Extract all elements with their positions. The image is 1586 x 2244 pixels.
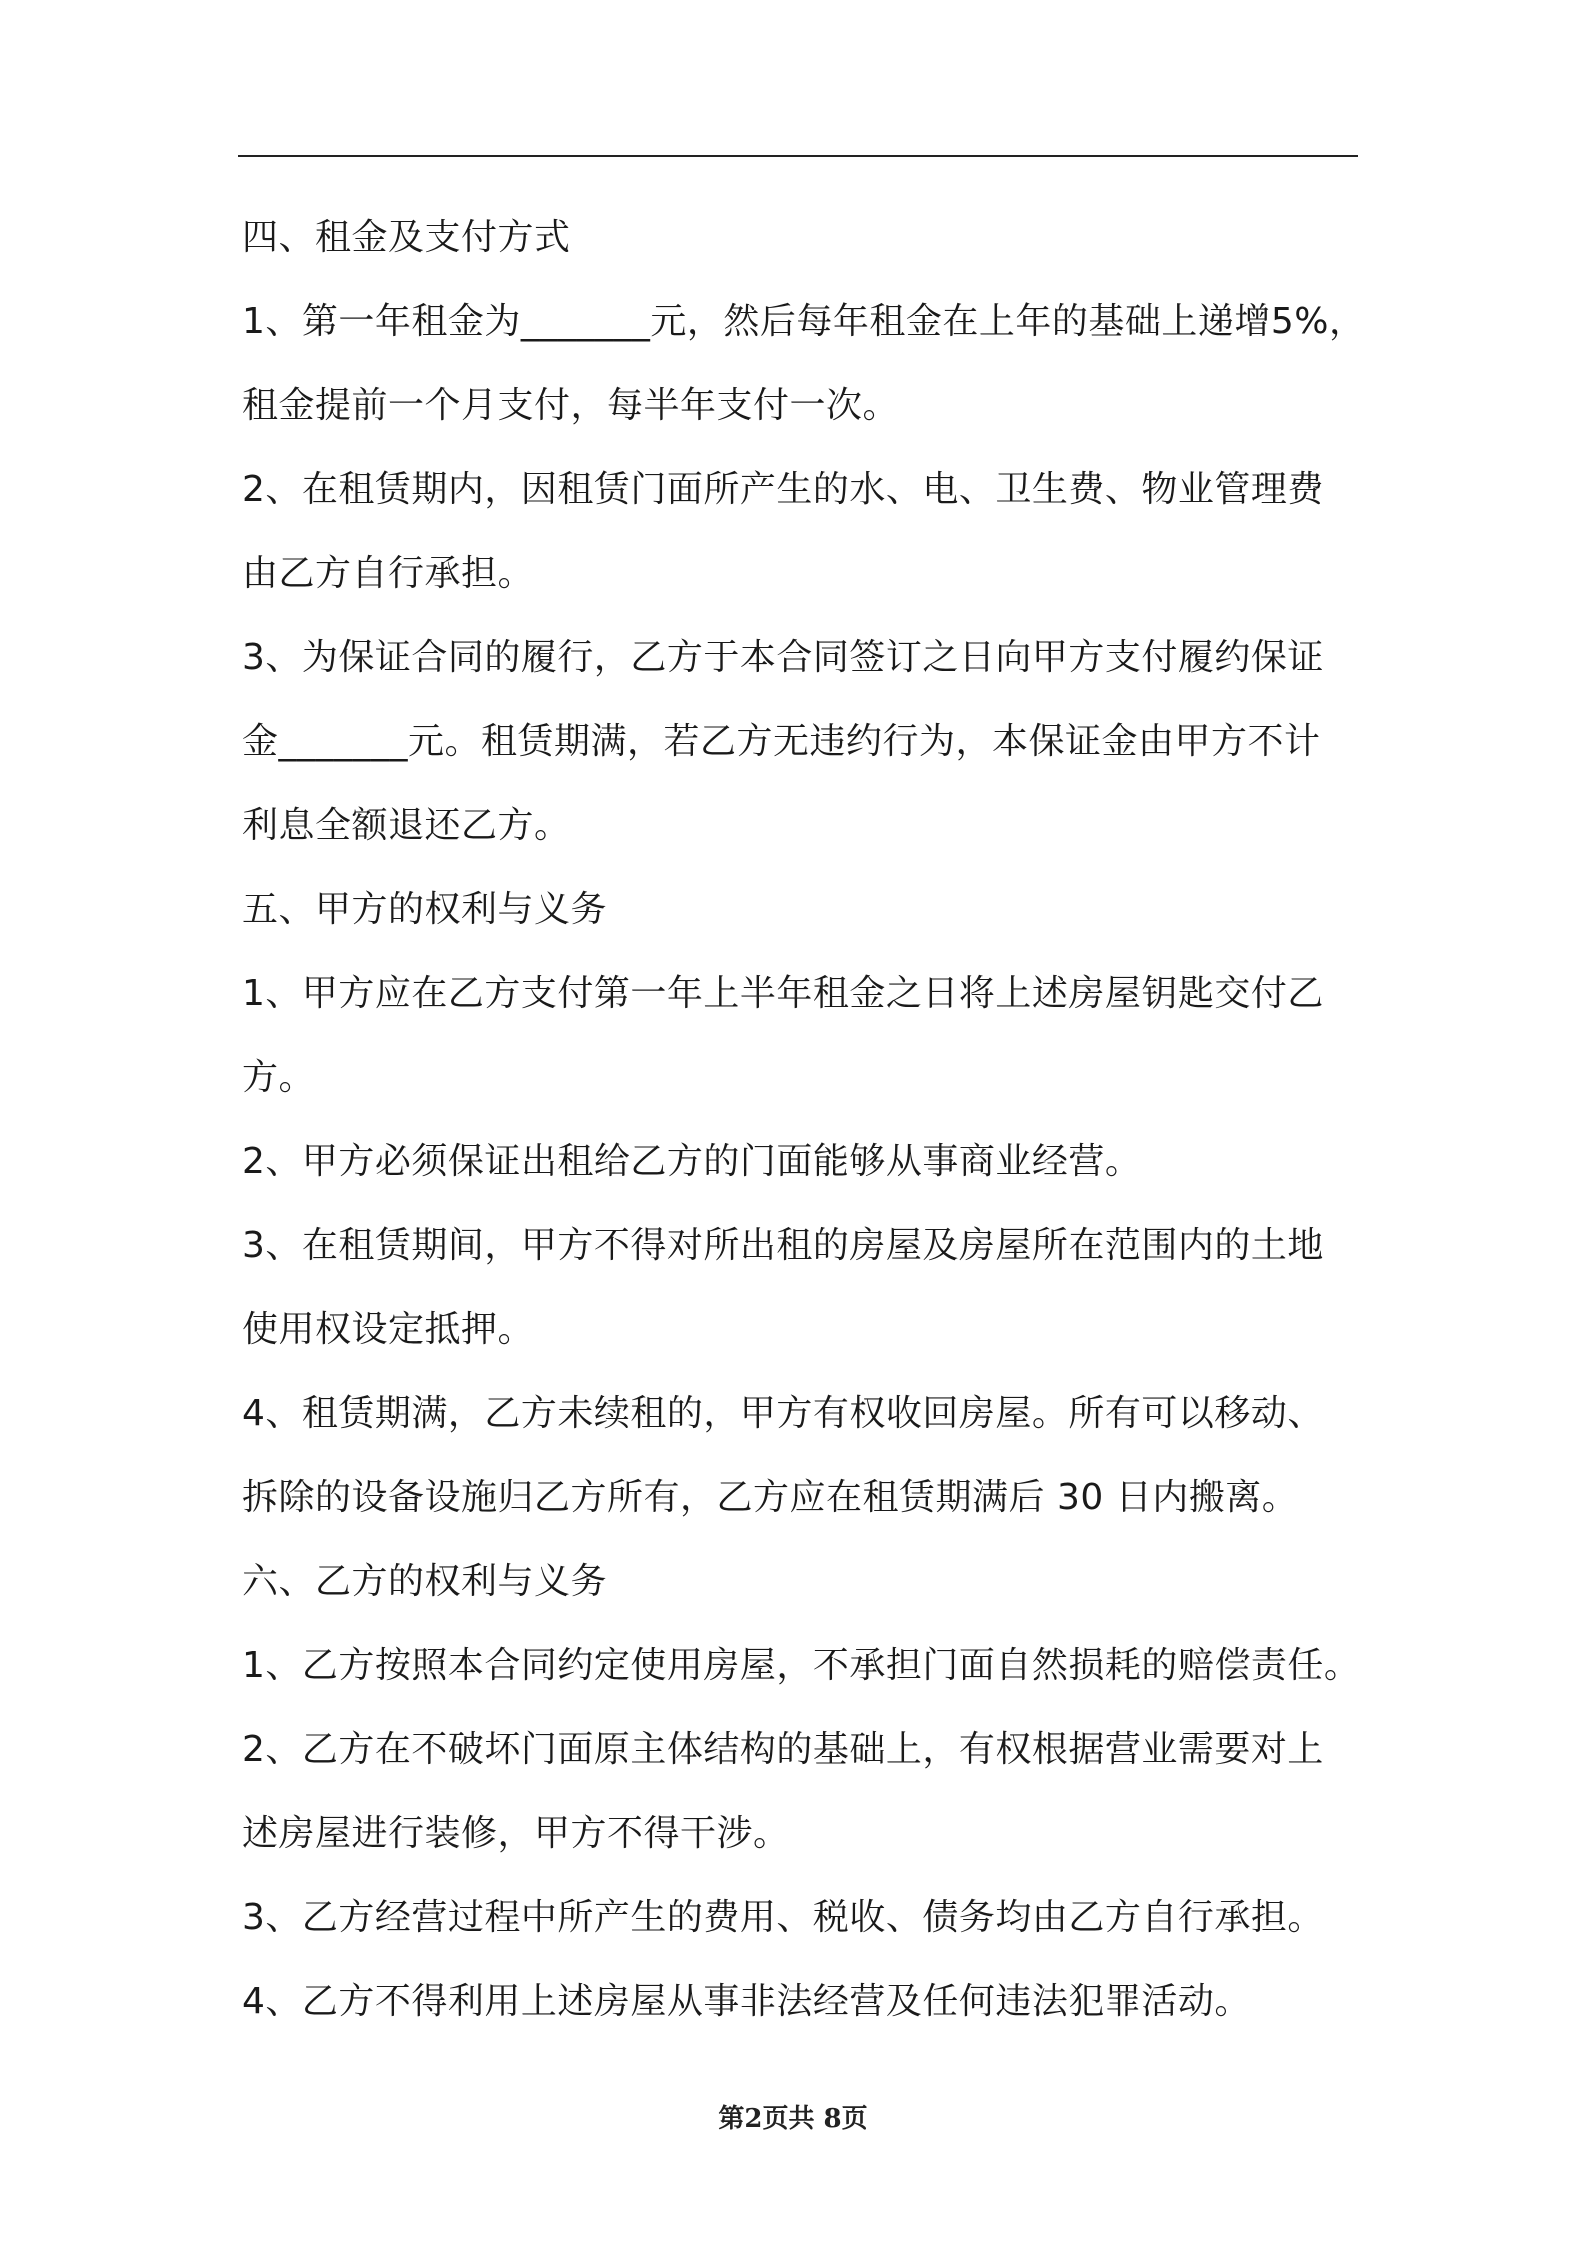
section-heading-rent-payment: 四、租金及支付方式 bbox=[242, 217, 571, 258]
paragraph-line: 3、乙方经营过程中所产生的费用、税收、债务均由乙方自行承担。 bbox=[242, 1897, 1324, 1938]
paragraph-line: 方。 bbox=[242, 1057, 316, 1098]
paragraph-line: 2、甲方必须保证出租给乙方的门面能够从事商业经营。 bbox=[242, 1141, 1142, 1182]
paragraph-line: 由乙方自行承担。 bbox=[242, 553, 535, 594]
section-heading-party-a: 五、甲方的权利与义务 bbox=[242, 889, 608, 930]
paragraph-line: 2、乙方在不破坏门面原主体结构的基础上，有权根据营业需要对上 bbox=[242, 1729, 1324, 1770]
paragraph-line: 3、在租赁期间，甲方不得对所出租的房屋及房屋所在范围内的土地 bbox=[242, 1225, 1324, 1266]
paragraph-line: 1、第一年租金为_______元，然后每年租金在上年的基础上递增5%， bbox=[242, 301, 1366, 342]
paragraph-line: 使用权设定抵押。 bbox=[242, 1309, 535, 1350]
paragraph-line: 1、甲方应在乙方支付第一年上半年租金之日将上述房屋钥匙交付乙 bbox=[242, 973, 1324, 1014]
paragraph-line: 租金提前一个月支付，每半年支付一次。 bbox=[242, 385, 900, 426]
paragraph-line: 拆除的设备设施归乙方所有，乙方应在租赁期满后 30 日内搬离。 bbox=[242, 1477, 1299, 1518]
header-rule bbox=[238, 155, 1358, 157]
document-body bbox=[242, 196, 1372, 2044]
paragraph-line: 2、在租赁期内，因租赁门面所产生的水、电、卫生费、物业管理费 bbox=[242, 469, 1324, 510]
paragraph-line: 3、为保证合同的履行，乙方于本合同签订之日向甲方支付履约保证 bbox=[242, 637, 1324, 678]
paragraph-line: 金_______元。租赁期满，若乙方无违约行为，本保证金由甲方不计 bbox=[242, 721, 1321, 762]
page-number: 第2页共 8页 bbox=[718, 2104, 868, 2134]
paragraph-line: 4、租赁期满，乙方未续租的，甲方有权收回房屋。所有可以移动、 bbox=[242, 1393, 1324, 1434]
paragraph-line: 4、乙方不得利用上述房屋从事非法经营及任何违法犯罪活动。 bbox=[242, 1981, 1251, 2022]
paragraph-line: 述房屋进行装修，甲方不得干涉。 bbox=[242, 1813, 790, 1854]
paragraph-line: 1、乙方按照本合同约定使用房屋，不承担门面自然损耗的赔偿责任。 bbox=[242, 1645, 1361, 1686]
section-heading-party-b: 六、乙方的权利与义务 bbox=[242, 1561, 608, 1602]
paragraph-line: 利息全额退还乙方。 bbox=[242, 805, 571, 846]
